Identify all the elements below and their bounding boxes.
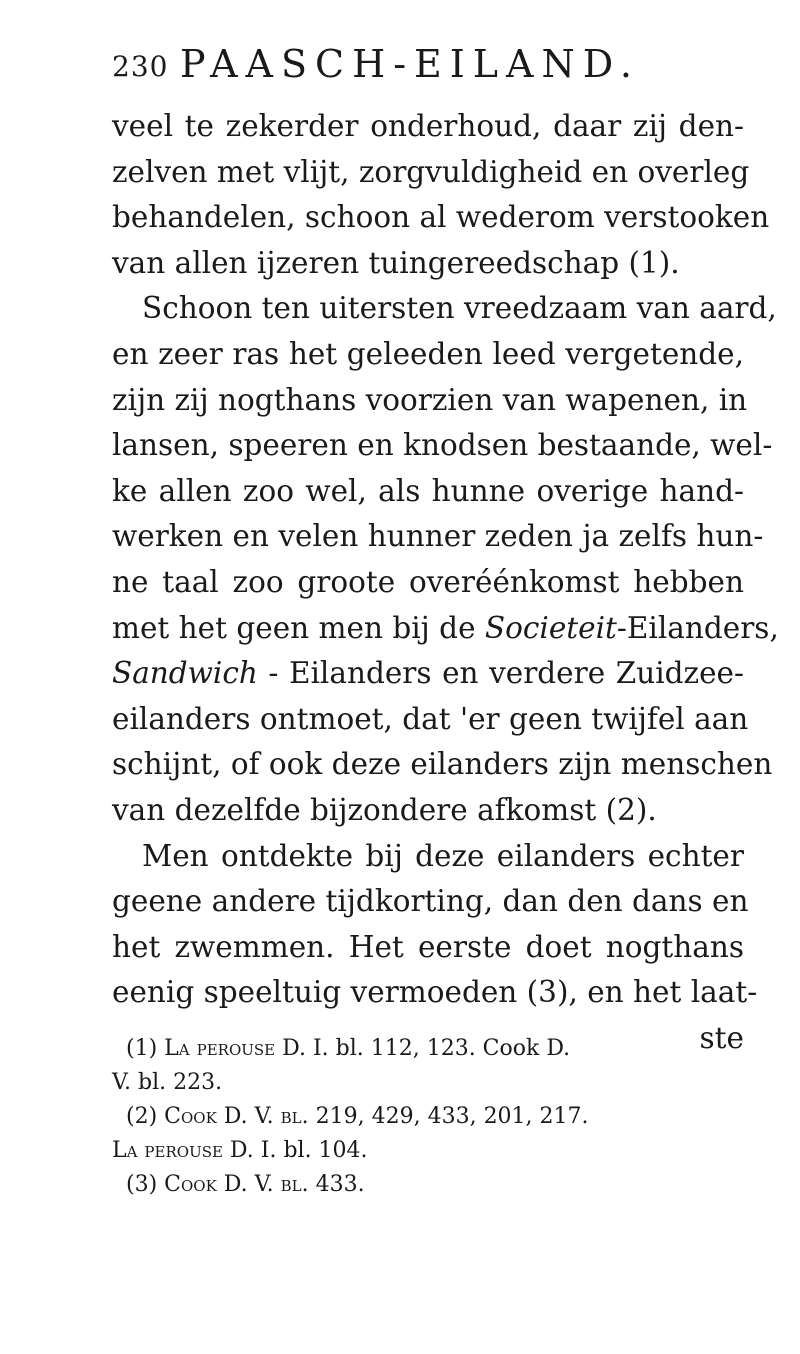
catchword: ste: [699, 1020, 744, 1055]
text-line: behandelen, schoon al wederom verstooken: [112, 200, 770, 235]
footnote-text: D. I. bl. 112, 123. Cook D.: [275, 1036, 571, 1061]
text-line: geene andere tijdkorting, dan den dans en: [112, 884, 749, 919]
footnote-text: D. I. bl. 104.: [222, 1138, 368, 1163]
text-line: veel te zekerder onderhoud, daar zij den-: [112, 109, 744, 143]
running-head: PAASCH-EILAND.: [180, 42, 640, 86]
body-text: [112, 104, 779, 1061]
text-line: en zeer ras het geleeden leed vergetende,: [112, 336, 744, 371]
text-line: ne taal zoo groote overéénkomst hebben: [112, 564, 744, 599]
text-line: lansen, speeren en knodsen bestaande, wel-: [112, 428, 773, 463]
text-line: eenig speeltuig vermoeden (3), en het laat-: [112, 975, 758, 1010]
text-line: Schoon ten uitersten vreedzaam van aard,: [142, 291, 777, 326]
footnote-author: La perouse: [164, 1036, 276, 1061]
text-line: van dezelfde bijzondere afkomst (2).: [112, 792, 657, 827]
page-header: [112, 40, 732, 88]
text-run: -Eilanders,: [616, 610, 779, 645]
footnote-text: Cook D. V. bl. 219, 429, 433, 201, 217.: [157, 1104, 589, 1129]
text-run: met het geen men bij de: [112, 610, 485, 645]
text-line: [112, 651, 744, 697]
italic-term-societeit: Societeit: [484, 610, 617, 645]
footnote-1: [112, 1032, 732, 1066]
text-line: het zwemmen. Het eerste doet nogthans: [112, 929, 744, 964]
italic-term-sandwich: Sandwich: [112, 656, 258, 691]
text-line: ke allen zoo wel, als hunne overige hand-: [112, 473, 744, 508]
text-run: - Eilanders en verdere Zuidzee-: [257, 656, 744, 691]
footnote-2-continuation: [112, 1134, 732, 1168]
footnotes: [112, 1032, 732, 1202]
text-line: zelven met vlijt, zorgvuldigheid en overleg: [112, 154, 750, 189]
footnote-text: Cook D. V. bl. 433.: [157, 1172, 365, 1197]
text-line: werken en velen hunner zeden ja zelfs hun-: [112, 519, 764, 554]
footnote-mark: (1): [126, 1036, 158, 1061]
text-line: schijnt, of ook deze eilanders zijn menschen: [112, 747, 773, 782]
footnote-1-continuation: V. bl. 223.: [112, 1070, 223, 1095]
footnote-mark: (2): [126, 1104, 158, 1129]
footnote-3: [112, 1168, 732, 1202]
footnote-author: La perouse: [112, 1138, 223, 1163]
text-line: eilanders ontmoet, dat 'er geen twijfel aan: [112, 701, 749, 736]
footnote-2: [112, 1100, 732, 1134]
text-line: [112, 606, 779, 652]
footnote-mark: (3): [126, 1172, 158, 1197]
text-line: van allen ijzeren tuingereedschap (1).: [112, 245, 680, 280]
page-number: 230: [112, 50, 169, 83]
text-line: Men ontdekte bij deze eilanders echter: [142, 838, 744, 873]
text-line: zijn zij nogthans voorzien van wapenen, in: [112, 382, 748, 417]
